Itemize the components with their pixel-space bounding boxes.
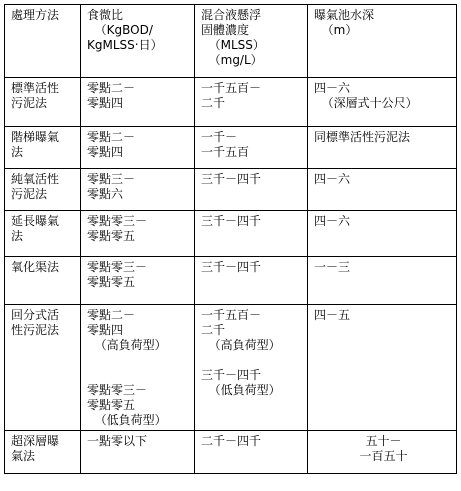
header-method: 處理方法: [5, 5, 81, 78]
cell-method: 純氧活性 污泥法: [5, 169, 81, 211]
cell-mlss: 三千－四千: [195, 211, 308, 257]
cell-depth: 同標準活性污泥法: [308, 127, 457, 169]
cell-fm-ratio: 零點三－ 零點六: [81, 169, 195, 211]
cell-method: 延長曝氣 法: [5, 211, 81, 257]
header-mlss: 混合液懸浮 固體濃度 （MLSS） （mg/L）: [195, 5, 308, 78]
cell-mlss: 一千五百－ 二千: [195, 78, 308, 127]
table-row: [5, 431, 457, 474]
table-row: [5, 169, 457, 211]
cell-mlss: 一千五百－ 二千 （高負荷型） 三千－四千 （低負荷型）: [195, 305, 308, 431]
cell-fm-ratio: 一點零以下: [81, 431, 195, 474]
cell-fm-ratio: 零點二－ 零點四 （高負荷型） 零點零三－ 零點零五 （低負荷型）: [81, 305, 195, 431]
cell-mlss: 一千－ 一千五百: [195, 127, 308, 169]
cell-method: 標準活性 污泥法: [5, 78, 81, 127]
cell-depth: 四－六 （深層式十公尺）: [308, 78, 457, 127]
table-row: [5, 305, 457, 431]
cell-fm-ratio: 零點零三－ 零點零五: [81, 211, 195, 257]
header-depth: 曝氣池水深 （m）: [308, 5, 457, 78]
treatment-methods-table: [4, 4, 457, 474]
table-row: [5, 78, 457, 127]
table-row: [5, 257, 457, 305]
cell-method: 回分式活 性污泥法: [5, 305, 81, 431]
table-row: [5, 127, 457, 169]
cell-fm-ratio: 零點二－ 零點四: [81, 78, 195, 127]
cell-depth: 四－六: [308, 211, 457, 257]
table-header-row: [5, 5, 457, 78]
cell-method: 超深層曝 氣法: [5, 431, 81, 474]
cell-fm-ratio: 零點零三－ 零點零五: [81, 257, 195, 305]
cell-depth: 一－三: [308, 257, 457, 305]
cell-method: 氧化渠法: [5, 257, 81, 305]
cell-mlss: 三千－四千: [195, 257, 308, 305]
cell-mlss: 二千－四千: [195, 431, 308, 474]
cell-method: 階梯曝氣 法: [5, 127, 81, 169]
cell-fm-ratio: 零點二－ 零點四: [81, 127, 195, 169]
table-row: [5, 211, 457, 257]
cell-depth: 五十－ 一百五十: [308, 431, 457, 474]
cell-mlss: 三千－四千: [195, 169, 308, 211]
header-fm-ratio: 食微比 （KgBOD/ KgMLSS‧日）: [81, 5, 195, 78]
cell-depth: 四－五: [308, 305, 457, 431]
cell-depth: 四－六: [308, 169, 457, 211]
